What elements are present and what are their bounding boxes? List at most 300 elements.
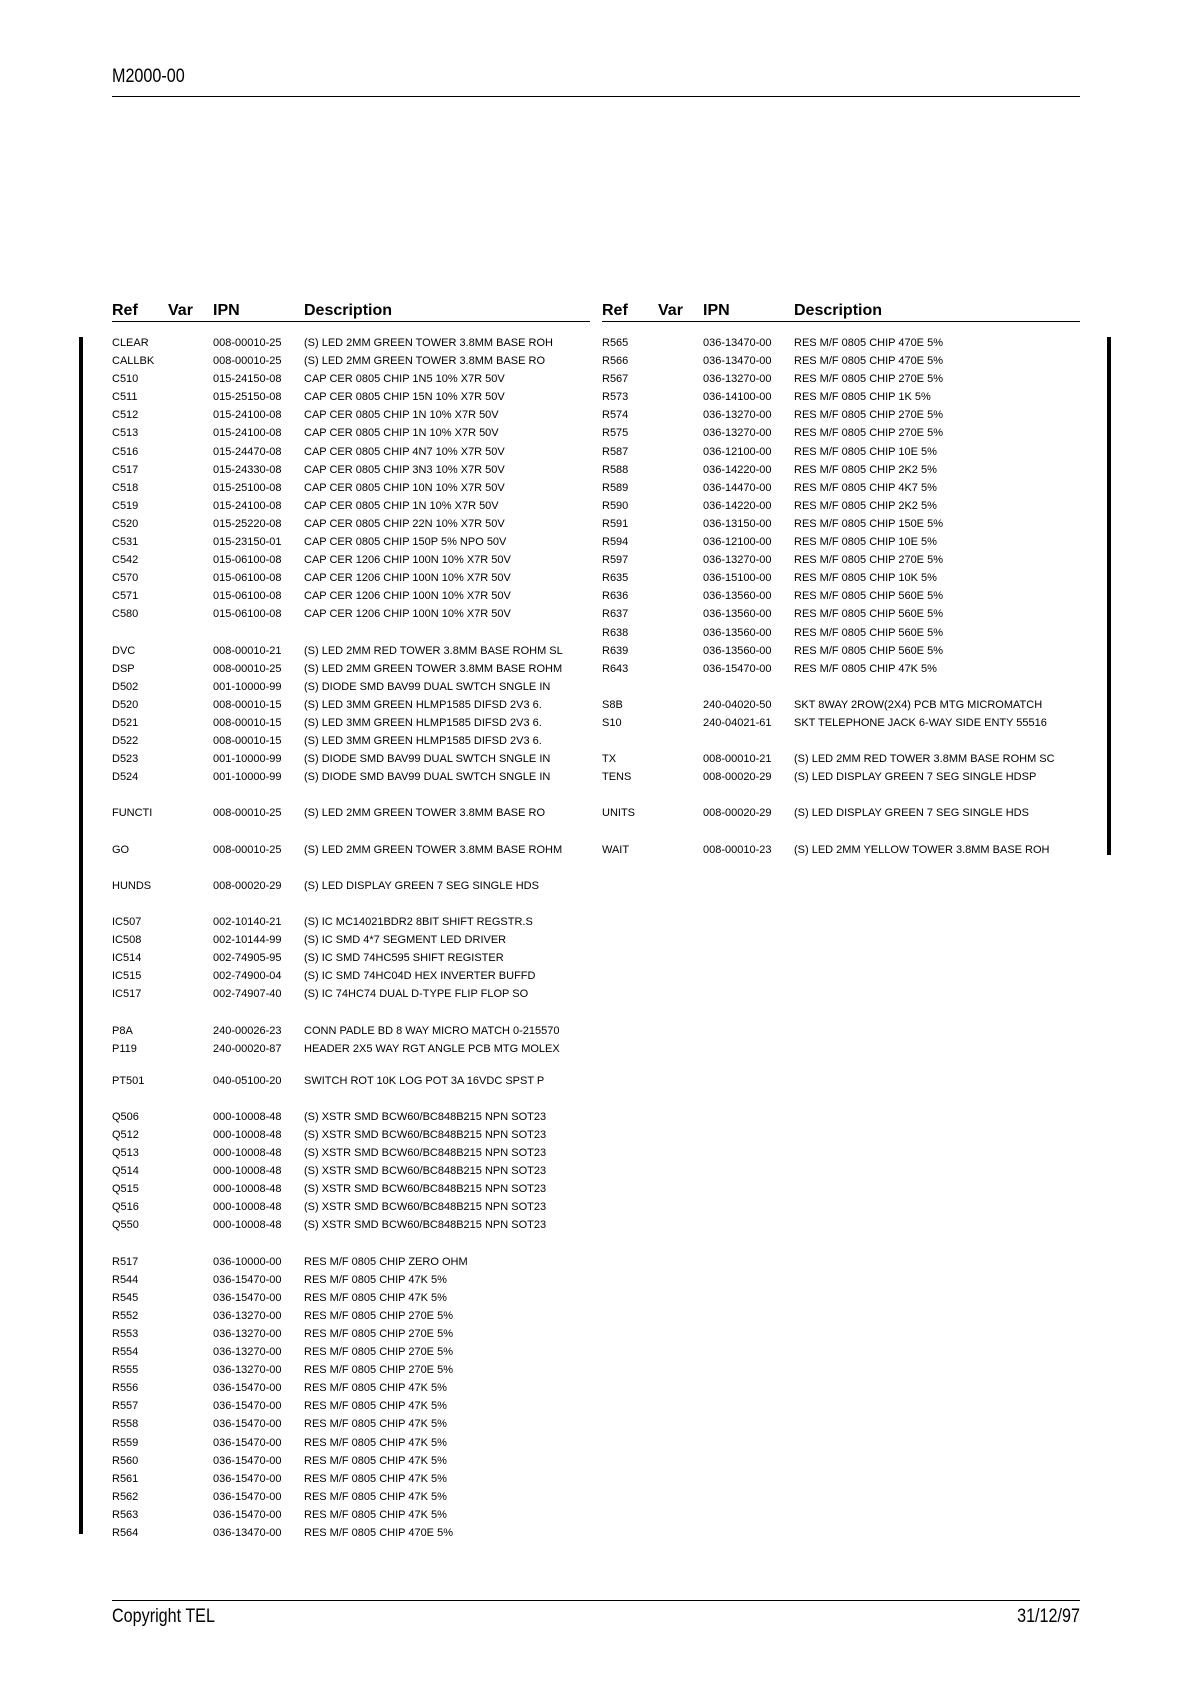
cell-description: (S) LED DISPLAY GREEN 7 SEG SINGLE HDS [794,807,1029,820]
cell-ref: R559 [112,1436,139,1449]
table-row [602,750,1080,768]
cell-description: (S) IC SMD 74HC04D HEX INVERTER BUFFD [304,970,536,983]
cell-ref: R556 [112,1382,139,1395]
cell-ipn: 240-00020-87 [213,1042,282,1055]
cell-ipn: 015-24150-08 [213,373,282,386]
cell-ipn: 036-15470-00 [703,662,772,675]
table-row [112,370,590,388]
cell-ref: FUNCTI [112,807,153,820]
table-row [112,931,590,949]
cell-description: CAP CER 0805 CHIP 15N 10% X7R 50V [304,391,505,404]
cell-ipn: 000-10008-48 [213,1219,282,1232]
right-change-bar [1107,337,1111,855]
table-row [112,1126,590,1144]
cell-description: (S) LED 2MM YELLOW TOWER 3.8MM BASE ROH [794,843,1050,856]
col-header-ipn: IPN [703,302,730,319]
table-row [112,1271,590,1289]
cell-ref: R587 [602,445,629,458]
cell-ref: P8A [112,1024,133,1037]
cell-ref: Q514 [112,1165,139,1178]
table-row [112,1379,590,1397]
cell-ipn: 036-15100-00 [703,572,772,585]
cell-description: CAP CER 0805 CHIP 10N 10% X7R 50V [304,481,505,494]
cell-ref: Q513 [112,1147,139,1160]
cell-description: CAP CER 1206 CHIP 100N 10% X7R 50V [304,590,511,603]
table-row [602,443,1080,461]
table-row [112,515,590,533]
cell-description: (S) LED 3MM GREEN HLMP1585 DIFSD 2V3 6. [304,698,542,711]
cell-ipn: 036-13270-00 [703,554,772,567]
cell-ref: IC507 [112,916,142,928]
table-row [602,714,1080,732]
cell-ipn: 036-14470-00 [703,481,772,494]
cell-ref: CLEAR [112,337,149,349]
cell-ipn: 015-24470-08 [213,445,282,458]
cell-ref: S8B [602,698,623,711]
cell-ref: R635 [602,572,629,585]
cell-ref: R597 [602,554,629,567]
table-row [112,1488,590,1506]
cell-ipn: 036-15470-00 [213,1436,282,1449]
cell-ref: R590 [602,499,629,512]
table-row [602,515,1080,533]
cell-ipn: 015-24100-08 [213,409,282,422]
cell-ref: HUNDS [112,879,152,892]
cell-ref: IC508 [112,934,142,947]
cell-ref: R573 [602,391,629,404]
cell-ipn: 036-15470-00 [213,1291,282,1304]
cell-ref: D502 [112,680,139,693]
table-row [112,913,590,931]
cell-ipn: 036-12100-00 [703,536,772,549]
cell-description: (S) XSTR SMD BCW60/BC848B215 NPN SOT23 [304,1165,547,1178]
cell-ref: C517 [112,463,139,476]
cell-ref: D521 [112,716,139,729]
cell-description: CAP CER 0805 CHIP 3N3 10% X7R 50V [304,463,505,476]
table-row [112,1397,590,1415]
table-row [602,388,1080,406]
cell-ipn: 002-10140-21 [213,916,282,928]
table-row [112,1253,590,1271]
cell-ref: DSP [112,662,135,675]
cell-ipn: 002-74900-04 [213,970,282,983]
cell-description: RES M/F 0805 CHIP 10K 5% [794,572,937,585]
table-row [112,859,590,877]
cell-ref: TX [602,753,617,766]
cell-ipn: 000-10008-48 [213,1201,282,1214]
table-body-right [602,334,1080,859]
cell-ref: R594 [602,536,629,549]
cell-description: RES M/F 0805 CHIP 270E 5% [794,427,943,440]
cell-ipn: 036-13560-00 [703,590,772,603]
cell-ipn: 015-24330-08 [213,463,282,476]
cell-description: (S) XSTR SMD BCW60/BC848B215 NPN SOT23 [304,1147,547,1160]
cell-description: RES M/F 0805 CHIP 47K 5% [304,1382,447,1395]
cell-description: RES M/F 0805 CHIP 2K2 5% [794,463,937,476]
cell-ref: D523 [112,753,139,766]
cell-ipn: 008-00010-25 [213,662,282,675]
document-date: 31/12/97 [1017,1606,1080,1627]
table-row [112,1524,590,1542]
cell-description: RES M/F 0805 CHIP 1K 5% [794,391,931,404]
cell-ref: R545 [112,1291,139,1304]
table-row [112,1470,590,1488]
col-header-ipn: IPN [213,302,240,319]
cell-description: RES M/F 0805 CHIP 4K7 5% [794,481,937,494]
cell-description: RES M/F 0805 CHIP 2K2 5% [794,499,937,512]
cell-ipn: 015-24100-08 [213,427,282,440]
cell-ipn: 008-00010-15 [213,735,282,748]
cell-ref: TENS [602,771,632,784]
table-row [602,804,1080,822]
cell-description: RES M/F 0805 CHIP 47K 5% [304,1454,447,1467]
cell-ref: C580 [112,608,139,621]
cell-description: (S) LED 2MM RED TOWER 3.8MM BASE ROHM SC [794,753,1055,766]
cell-description: RES M/F 0805 CHIP 10E 5% [794,445,937,458]
cell-ipn: 036-13470-00 [703,355,772,368]
cell-ref: R574 [602,409,629,422]
table-row [112,406,590,424]
cell-ipn: 036-13560-00 [703,608,772,621]
cell-ipn: 036-13270-00 [213,1309,282,1322]
cell-description: (S) LED 2MM RED TOWER 3.8MM BASE ROHM SL [304,644,563,657]
cell-ipn: 036-14220-00 [703,463,772,476]
table-row [112,1072,590,1090]
table-row [112,1415,590,1433]
cell-description: (S) LED 2MM GREEN TOWER 3.8MM BASE ROHM [304,843,563,856]
cell-description: CAP CER 0805 CHIP 1N 10% X7R 50V [304,409,499,422]
cell-description: SKT TELEPHONE JACK 6-WAY SIDE ENTY 55516 [794,716,1047,729]
cell-ref: P119 [112,1042,137,1055]
cell-ref: UNITS [602,807,635,820]
cell-description: (S) LED 2MM GREEN TOWER 3.8MM BASE RO [304,355,546,368]
cell-ipn: 036-14220-00 [703,499,772,512]
table-row [112,624,590,642]
cell-description: RES M/F 0805 CHIP 270E 5% [304,1327,453,1340]
cell-description: CAP CER 0805 CHIP 1N5 10% X7R 50V [304,373,505,386]
cell-description: RES M/F 0805 CHIP 47K 5% [304,1472,447,1485]
cell-ipn: 015-25220-08 [213,517,282,530]
cell-ipn: 036-13270-00 [213,1364,282,1377]
cell-description: (S) LED DISPLAY GREEN 7 SEG SINGLE HDSP [794,771,1037,784]
cell-description: RES M/F 0805 CHIP 47K 5% [304,1418,447,1431]
cell-description: CAP CER 0805 CHIP 1N 10% X7R 50V [304,499,499,512]
table-row [112,1040,590,1072]
cell-ref: R553 [112,1327,139,1340]
cell-ipn: 036-13560-00 [703,626,772,639]
cell-ref: C520 [112,517,139,530]
cell-description: (S) LED 3MM GREEN HLMP1585 DIFSD 2V3 6. [304,716,542,729]
cell-ipn: 001-10000-99 [213,680,282,693]
cell-description: CONN PADLE BD 8 WAY MICRO MATCH 0-215570 [304,1024,560,1037]
table-row [112,1180,590,1198]
cell-ipn: 240-04021-61 [703,716,772,729]
cell-ref: Q515 [112,1183,139,1196]
table-row [112,461,590,479]
table-row [112,1198,590,1216]
cell-description: SKT 8WAY 2ROW(2X4) PCB MTG MICROMATCH [794,698,1043,711]
cell-ipn: 015-25100-08 [213,481,282,494]
table-row [112,1003,590,1021]
cell-description: (S) XSTR SMD BCW60/BC848B215 NPN SOT23 [304,1183,547,1196]
cell-ipn: 036-13150-00 [703,517,772,530]
table-row [602,696,1080,714]
table-row [602,732,1080,750]
table-row [112,660,590,678]
cell-description: (S) IC SMD 4*7 SEGMENT LED DRIVER [304,934,507,947]
table-row [112,1452,590,1470]
table-body-left [112,334,590,1542]
cell-ref: R643 [602,662,629,675]
cell-ref: Q506 [112,1110,139,1123]
cell-description: RES M/F 0805 CHIP 270E 5% [304,1346,453,1359]
cell-ipn: 008-00020-29 [703,807,772,820]
cell-ipn: 015-23150-01 [213,536,282,549]
table-row [602,352,1080,370]
cell-ref: R638 [602,626,629,639]
cell-ipn: 036-13270-00 [703,409,772,422]
cell-description: RES M/F 0805 CHIP 560E 5% [794,590,943,603]
cell-ref: R555 [112,1364,139,1377]
cell-ref: D524 [112,771,139,784]
col-header-ref: Ref [602,302,628,319]
cell-description: CAP CER 0805 CHIP 1N 10% X7R 50V [304,427,499,440]
cell-description: RES M/F 0805 CHIP 47K 5% [304,1508,447,1521]
cell-ref: PT501 [112,1074,145,1087]
cell-ref: C513 [112,427,139,440]
cell-ref: IC514 [112,952,142,965]
cell-ipn: 015-06100-08 [213,590,282,603]
cell-ref: C570 [112,572,139,585]
cell-ref: WAIT [602,843,630,856]
table-row [112,334,590,352]
cell-ipn: 001-10000-99 [213,771,282,784]
cell-ipn: 000-10008-48 [213,1165,282,1178]
table-row [112,424,590,442]
cell-ipn: 008-00010-25 [213,843,282,856]
table-header-right [602,301,1080,322]
cell-description: (S) DIODE SMD BAV99 DUAL SWTCH SNGLE IN [304,680,551,693]
table-row [112,841,590,859]
table-row [112,678,590,696]
cell-ipn: 015-06100-08 [213,554,282,567]
table-row [112,497,590,515]
cell-description: CAP CER 0805 CHIP 4N7 10% X7R 50V [304,445,505,458]
table-row [602,497,1080,515]
table-row [602,642,1080,660]
col-header-ref: Ref [112,302,138,319]
table-row [112,479,590,497]
cell-ipn: 036-13270-00 [703,427,772,440]
cell-description: RES M/F 0805 CHIP 560E 5% [794,644,943,657]
table-row [112,605,590,623]
table-row [112,696,590,714]
table-row [602,841,1080,859]
cell-description: RES M/F 0805 CHIP 470E 5% [794,337,943,349]
table-row [602,533,1080,551]
cell-ipn: 036-13270-00 [703,373,772,386]
table-row [112,443,590,461]
table-row [602,823,1080,841]
cell-ref: R639 [602,644,629,657]
cell-ref: CALLBK [112,355,155,368]
cell-description: (S) DIODE SMD BAV99 DUAL SWTCH SNGLE IN [304,771,551,784]
table-row [602,406,1080,424]
cell-description: (S) LED 2MM GREEN TOWER 3.8MM BASE ROH [304,337,553,349]
cell-ipn: 008-00010-23 [703,843,772,856]
cell-description: RES M/F 0805 CHIP 150E 5% [794,517,943,530]
cell-ipn: 036-13270-00 [213,1346,282,1359]
cell-description: RES M/F 0805 CHIP 47K 5% [794,662,937,675]
cell-ref: R575 [602,427,629,440]
table-row [112,949,590,967]
cell-ipn: 008-00010-25 [213,807,282,820]
cell-ref: IC515 [112,970,142,983]
cell-ref: IC517 [112,988,142,1001]
table-row [112,895,590,913]
table-row [602,370,1080,388]
table-row [112,732,590,750]
cell-description: RES M/F 0805 CHIP 270E 5% [794,409,943,422]
cell-description: (S) IC MC14021BDR2 8BIT SHIFT REGSTR.S [304,916,533,928]
cell-ref: C518 [112,481,139,494]
cell-ipn: 036-13470-00 [703,337,772,349]
cell-ref: C511 [112,391,138,404]
cell-ipn: 015-25150-08 [213,391,282,404]
col-header-var: Var [168,302,193,319]
cell-description: (S) XSTR SMD BCW60/BC848B215 NPN SOT23 [304,1201,547,1214]
cell-ipn: 036-15470-00 [213,1490,282,1503]
cell-ref: Q512 [112,1128,139,1141]
cell-ipn: 036-15470-00 [213,1454,282,1467]
table-row [602,461,1080,479]
cell-description: RES M/F 0805 CHIP 47K 5% [304,1436,447,1449]
cell-description: (S) DIODE SMD BAV99 DUAL SWTCH SNGLE IN [304,753,551,766]
table-header-left [112,301,590,322]
cell-ipn: 000-10008-48 [213,1128,282,1141]
cell-ref: R636 [602,590,629,603]
cell-ipn: 008-00020-29 [213,879,282,892]
cell-ipn: 008-00010-21 [213,644,282,657]
table-row [602,678,1080,696]
table-row [112,533,590,551]
cell-ipn: 036-10000-00 [213,1255,282,1268]
cell-ipn: 240-04020-50 [703,698,772,711]
cell-ref: R563 [112,1508,139,1521]
cell-ipn: 000-10008-48 [213,1183,282,1196]
cell-ipn: 036-15470-00 [213,1508,282,1521]
cell-description: CAP CER 1206 CHIP 100N 10% X7R 50V [304,554,511,567]
table-row [112,750,590,768]
cell-ipn: 036-13270-00 [213,1327,282,1340]
cell-ref: D520 [112,698,139,711]
cell-ipn: 002-74905-95 [213,952,282,965]
cell-ref: R552 [112,1309,139,1322]
table-row [112,1434,590,1452]
cell-ipn: 036-13470-00 [213,1527,282,1539]
cell-ipn: 015-24100-08 [213,499,282,512]
table-row [602,424,1080,442]
table-row [602,605,1080,623]
cell-ipn: 036-15470-00 [213,1273,282,1286]
cell-ipn: 015-06100-08 [213,572,282,585]
table-row [112,1235,590,1253]
table-row [112,642,590,660]
cell-ipn: 008-00010-25 [213,337,282,349]
table-row [112,1144,590,1162]
parts-table-right [602,301,1080,859]
cell-description: RES M/F 0805 CHIP 47K 5% [304,1490,447,1503]
cell-ipn: 036-15470-00 [213,1472,282,1485]
cell-ipn: 036-15470-00 [213,1400,282,1413]
table-row [112,1506,590,1524]
table-row [112,1307,590,1325]
cell-ref: R566 [602,355,629,368]
cell-ipn: 008-00020-29 [703,771,772,784]
table-row [112,352,590,370]
table-row [112,587,590,605]
cell-ref: R517 [112,1255,139,1268]
cell-description: RES M/F 0805 CHIP 10E 5% [794,536,937,549]
cell-ref: C519 [112,499,139,512]
cell-ref: C512 [112,409,139,422]
cell-ipn: 002-10144-99 [213,934,282,947]
table-row [602,768,1080,786]
cell-description: RES M/F 0805 CHIP 270E 5% [794,373,943,386]
table-row [112,1162,590,1180]
cell-ref: R637 [602,608,629,621]
cell-ref: C516 [112,445,139,458]
table-row [112,551,590,569]
cell-ref: Q550 [112,1219,139,1232]
parts-table-left [112,301,590,1542]
table-row [112,1108,590,1126]
cell-ref: R560 [112,1454,139,1467]
cell-description: (S) XSTR SMD BCW60/BC848B215 NPN SOT23 [304,1128,547,1141]
table-row [112,1090,590,1108]
cell-ref: R588 [602,463,629,476]
cell-description: RES M/F 0805 CHIP 47K 5% [304,1291,447,1304]
col-header-description: Description [794,302,883,319]
cell-ipn: 001-10000-99 [213,753,282,766]
table-row [112,388,590,406]
table-row [112,1289,590,1307]
cell-ipn: 002-74907-40 [213,988,282,1001]
table-row [112,1325,590,1343]
cell-description: (S) LED 2MM GREEN TOWER 3.8MM BASE RO [304,807,546,820]
cell-ipn: 040-05100-20 [213,1074,282,1087]
table-row [112,714,590,732]
table-row [112,877,590,895]
cell-ref: C510 [112,373,139,386]
cell-description: RES M/F 0805 CHIP 270E 5% [304,1364,453,1377]
cell-ref: C571 [112,590,139,603]
table-row [602,624,1080,642]
cell-description: (S) IC SMD 74HC595 SHIFT REGISTER [304,952,504,965]
left-change-bar [79,337,83,1534]
table-row [602,587,1080,605]
cell-ipn: 000-10008-48 [213,1147,282,1160]
cell-ref: GO [112,843,130,856]
table-row [112,768,590,786]
cell-description: SWITCH ROT 10K LOG POT 3A 16VDC SPST P [304,1074,545,1087]
cell-description: RES M/F 0805 CHIP 47K 5% [304,1400,447,1413]
table-row [112,804,590,822]
cell-description: HEADER 2X5 WAY RGT ANGLE PCB MTG MOLEX [304,1042,560,1055]
table-row [602,334,1080,352]
table-row [602,551,1080,569]
table-row [112,1343,590,1361]
